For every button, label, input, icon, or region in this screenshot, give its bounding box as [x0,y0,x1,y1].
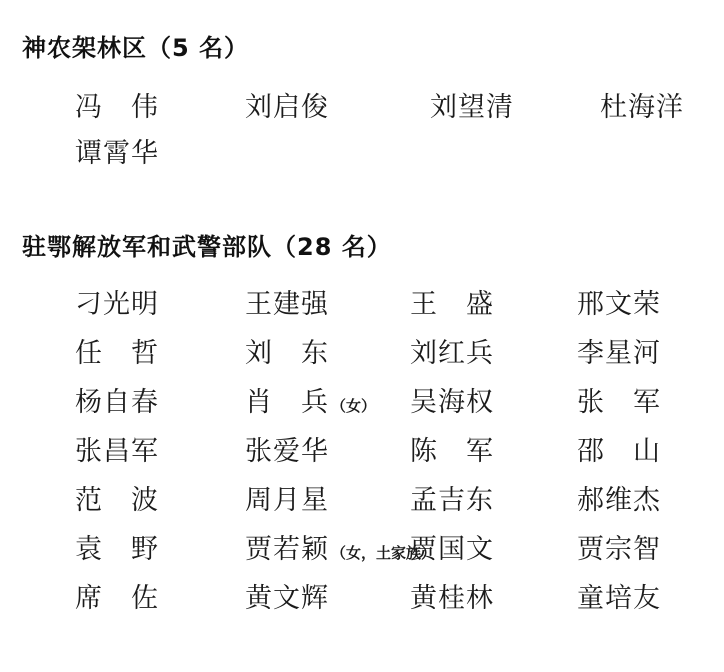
person-name [577,584,714,617]
person-name-text: 陈 军 [410,436,494,467]
person-name [75,437,245,470]
person-name-note: （女） [331,397,377,415]
person-name-text: 吴海权 [410,387,494,418]
person-name-text: 黄文辉 [245,583,329,614]
person-name [245,290,410,323]
person-name-note: （女，土家族） [331,544,437,562]
person-name [410,486,577,519]
person-name-text: 黄桂林 [410,583,494,614]
person-name [577,339,714,372]
person-name-text: 刘启俊 [245,92,329,123]
person-name-text: 李星河 [577,338,661,369]
person-name [410,388,577,421]
person-name [600,93,714,126]
person-name [430,93,600,126]
person-name [410,437,577,470]
person-name [75,584,245,617]
person-name [245,486,410,519]
person-name-text: 王建强 [245,289,329,320]
person-name-text: 冯 伟 [75,92,159,123]
person-name [410,584,577,617]
person-name-text: 邵 山 [577,436,661,467]
person-name-text: 范 波 [75,485,159,516]
person-name-text: 贾国文 [410,534,494,565]
person-name-text: 谭霄华 [75,138,159,169]
person-name-text: 童培友 [577,583,661,614]
person-name [75,93,245,126]
person-name [75,535,245,568]
person-name [245,339,410,372]
person-name [577,290,714,323]
person-name-text: 张爱华 [245,436,329,467]
person-name [245,534,437,568]
person-name [577,437,714,470]
person-name-text: 孟吉东 [410,485,494,516]
person-name [75,486,245,519]
name-grid [75,93,714,185]
person-name [245,584,410,617]
person-name [245,93,430,126]
person-name-text: 张昌军 [75,436,159,467]
person-name-text: 刘望清 [430,92,514,123]
person-name-text: 杜海洋 [600,92,684,123]
person-name [577,535,714,568]
person-name-text: 张 军 [577,387,661,418]
person-name-text: 肖 兵 [245,387,329,418]
section-heading: 驻鄂解放军和武警部队（28 名） [22,233,392,261]
person-name [577,388,714,421]
person-name [245,437,410,470]
person-name-text: 郝维杰 [577,485,661,516]
person-name-text: 任 哲 [75,338,159,369]
person-name-text: 邢文荣 [577,289,661,320]
person-name-text: 王 盛 [410,289,494,320]
person-name [577,486,714,519]
person-name-text: 刁光明 [75,289,159,320]
person-name [245,388,410,421]
person-name-text: 贾宗智 [577,534,661,565]
person-name [75,339,245,372]
person-name [75,139,245,172]
person-name [75,388,245,421]
section-shennongjia [22,36,714,185]
section-pla-armed-police [22,235,714,633]
name-grid [75,290,714,633]
person-name-text: 刘红兵 [410,338,494,369]
person-name-text: 袁 野 [75,534,159,565]
person-name [410,339,577,372]
person-name [410,535,577,568]
person-name-text: 刘 东 [245,338,329,369]
person-name [410,290,577,323]
person-name-text: 贾若颖 [245,534,329,565]
person-name-text: 席 佐 [75,583,159,614]
person-name [75,290,245,323]
person-name-text: 杨自春 [75,387,159,418]
section-heading: 神农架林区（5 名） [22,34,250,62]
person-name-text: 周月星 [245,485,329,516]
